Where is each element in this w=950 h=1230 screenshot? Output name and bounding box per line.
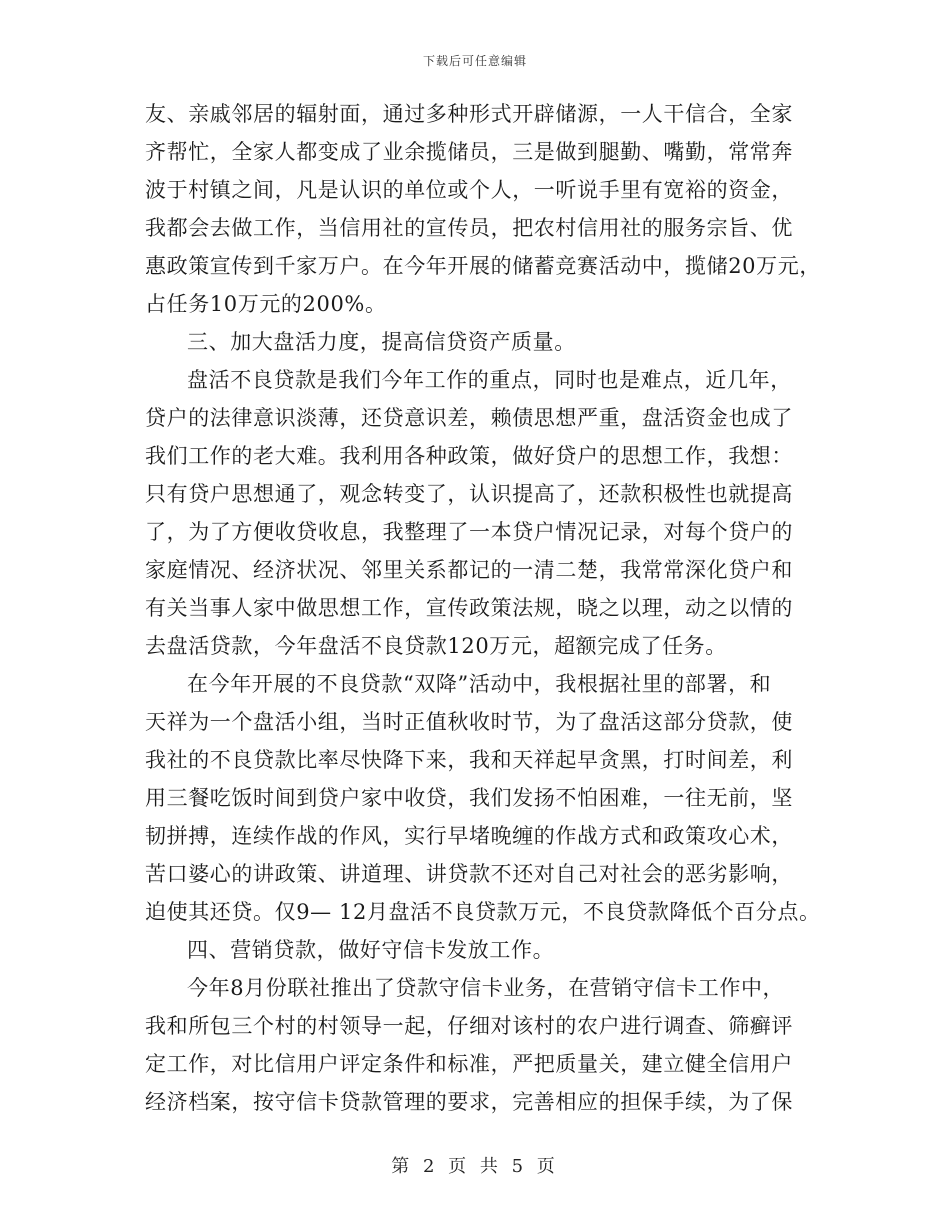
text-line: 有关当事人家中做思想工作，宣传政策法规，晓之以理，动之以情的: [145, 596, 793, 620]
text-line: 占任务10万元的200%。: [145, 292, 387, 316]
document-body: [145, 95, 835, 1121]
text-line: 天祥为一个盘活小组，当时正值秋收时节，为了盘活这部分贷款，使: [145, 710, 793, 734]
page-number: 第 2 页 共 5 页: [391, 1156, 559, 1177]
text-line: 我都会去做工作，当信用社的宣传员，把农村信用社的服务宗旨、优: [145, 216, 793, 240]
text-line: 盘活不良贷款是我们今年工作的重点，同时也是难点，近几年，: [187, 368, 792, 392]
text-line: 只有贷户思想通了，观念转变了，认识提高了，还款积极性也就提高: [145, 482, 793, 506]
text-line: 贷户的法律意识淡薄，还贷意识差，赖债思想严重，盘活资金也成了: [145, 406, 793, 430]
text-line: 波于村镇之间，凡是认识的单位或个人，一听说手里有宽裕的资金，: [145, 178, 793, 202]
text-line: 韧拼搏，连续作战的作风，实行早堵晚缠的作战方式和政策攻心术，: [145, 824, 793, 848]
section-heading: 四、营销贷款，做好守信卡发放工作。: [187, 938, 555, 962]
text-line: 我们工作的老大难。我利用各种政策，做好贷户的思想工作，我想：: [145, 444, 793, 468]
text-line: 去盘活贷款，今年盘活不良贷款120万元，超额完成了任务。: [145, 634, 727, 658]
text-line: 了，为了方便收贷收息，我整理了一本贷户情况记录，对每个贷户的: [145, 520, 793, 544]
text-line: 齐帮忙，全家人都变成了业余揽储员，三是做到腿勤、嘴勤，常常奔: [145, 140, 793, 164]
text-line: 友、亲戚邻居的辐射面，通过多种形式开辟储源，一人干信合，全家: [145, 102, 793, 126]
page-header-note: 下载后可任意编辑: [422, 54, 527, 68]
text-line: 家庭情况、经济状况、邻里关系都记的一清二楚，我常常深化贷户和: [145, 558, 793, 582]
text-line: 在今年开展的不良贷款“双降”活动中，我根据社里的部署，和: [187, 672, 772, 696]
text-line: 惠政策宣传到千家万户。在今年开展的储蓄竞赛活动中，揽储20万元，: [145, 254, 821, 278]
text-line: 我社的不良贷款比率尽快降下来，我和天祥起早贪黑，打时间差，利: [145, 748, 793, 772]
section-heading: 三、加大盘活力度，提高信贷资产质量。: [187, 330, 576, 354]
text-line: 苦口婆心的讲政策、讲道理、讲贷款不还对自己对社会的恶劣影响，: [145, 862, 793, 886]
text-line: 迫使其还贷。仅9— 12月盘活不良贷款万元，不良贷款降低个百分点。: [145, 900, 821, 924]
text-line: 我和所包三个村的村领导一起，仔细对该村的农户进行调查、筛癣评: [145, 1014, 793, 1038]
text-line: 经济档案，按守信卡贷款管理的要求，完善相应的担保手续，为了保: [145, 1090, 793, 1114]
text-line: 用三餐吃饭时间到贷户家中收贷，我们发扬不怕困难，一往无前，坚: [145, 786, 793, 810]
text-line: 今年8月份联社推出了贷款守信卡业务，在营销守信卡工作中，: [187, 976, 785, 1000]
text-line: 定工作，对比信用户评定条件和标准，严把质量关，建立健全信用户: [145, 1052, 793, 1076]
